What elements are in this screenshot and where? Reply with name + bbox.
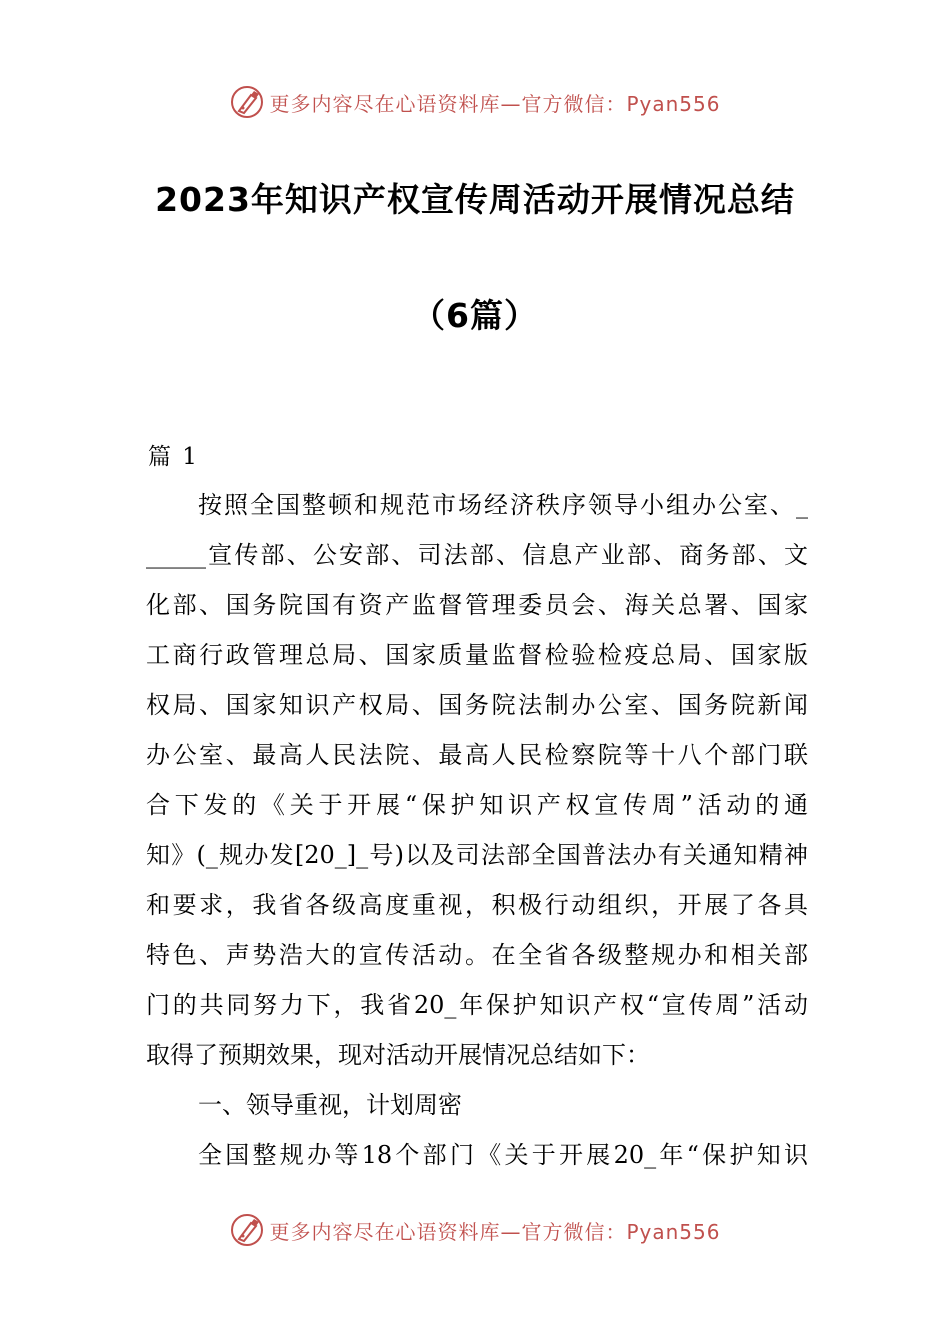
section-heading: 一、领导重视，计划周密 [198, 1091, 462, 1119]
watermark-footer [0, 1210, 950, 1250]
section-label: 篇 1 [148, 444, 199, 470]
body-line: 特色、声势浩大的宣传活动。在全省各级整规办和相关部 [146, 941, 808, 969]
body-line: 按照全国整顿和规范市场经济秩序领导小组办公室、_ [198, 491, 808, 519]
document-title: 2023年知识产权宣传周活动开展情况总结 [155, 180, 795, 219]
body-line: 化部、国务院国有资产监督管理委员会、海关总署、国家 [146, 591, 808, 619]
body-line: 全国整规办等18个部门《关于开展20_年“保护知识 [198, 1141, 808, 1169]
watermark-header [0, 82, 950, 122]
body-text [146, 480, 808, 1180]
body-line: 门的共同努力下，我省20_年保护知识产权“宣传周”活动 [146, 991, 808, 1019]
pen-nib-logo-icon [229, 84, 265, 120]
body-line: 权局、国家知识产权局、国务院法制办公室、国务院新闻 [146, 691, 808, 719]
pen-nib-logo-icon [229, 1212, 265, 1248]
body-line: 知》(_规办发[20_]_号)以及司法部全国普法办有关通知精神 [146, 841, 808, 869]
body-line: 取得了预期效果，现对活动开展情况总结如下： [146, 1041, 650, 1069]
body-line: 和要求，我省各级高度重视，积极行动组织，开展了各具 [146, 891, 808, 919]
body-line: _____宣传部、公安部、司法部、信息产业部、商务部、文 [146, 541, 808, 569]
body-line: 工商行政管理总局、国家质量监督检验检疫总局、国家版 [146, 641, 808, 669]
document-subtitle: （6篇） [412, 296, 538, 335]
body-line: 合下发的《关于开展“保护知识产权宣传周”活动的通 [146, 791, 808, 819]
watermark-text: 更多内容尽在心语资料库—官方微信：Pyan556 [269, 91, 721, 116]
watermark-text: 更多内容尽在心语资料库—官方微信：Pyan556 [269, 1219, 721, 1244]
body-line: 办公室、最高人民法院、最高人民检察院等十八个部门联 [146, 741, 808, 769]
